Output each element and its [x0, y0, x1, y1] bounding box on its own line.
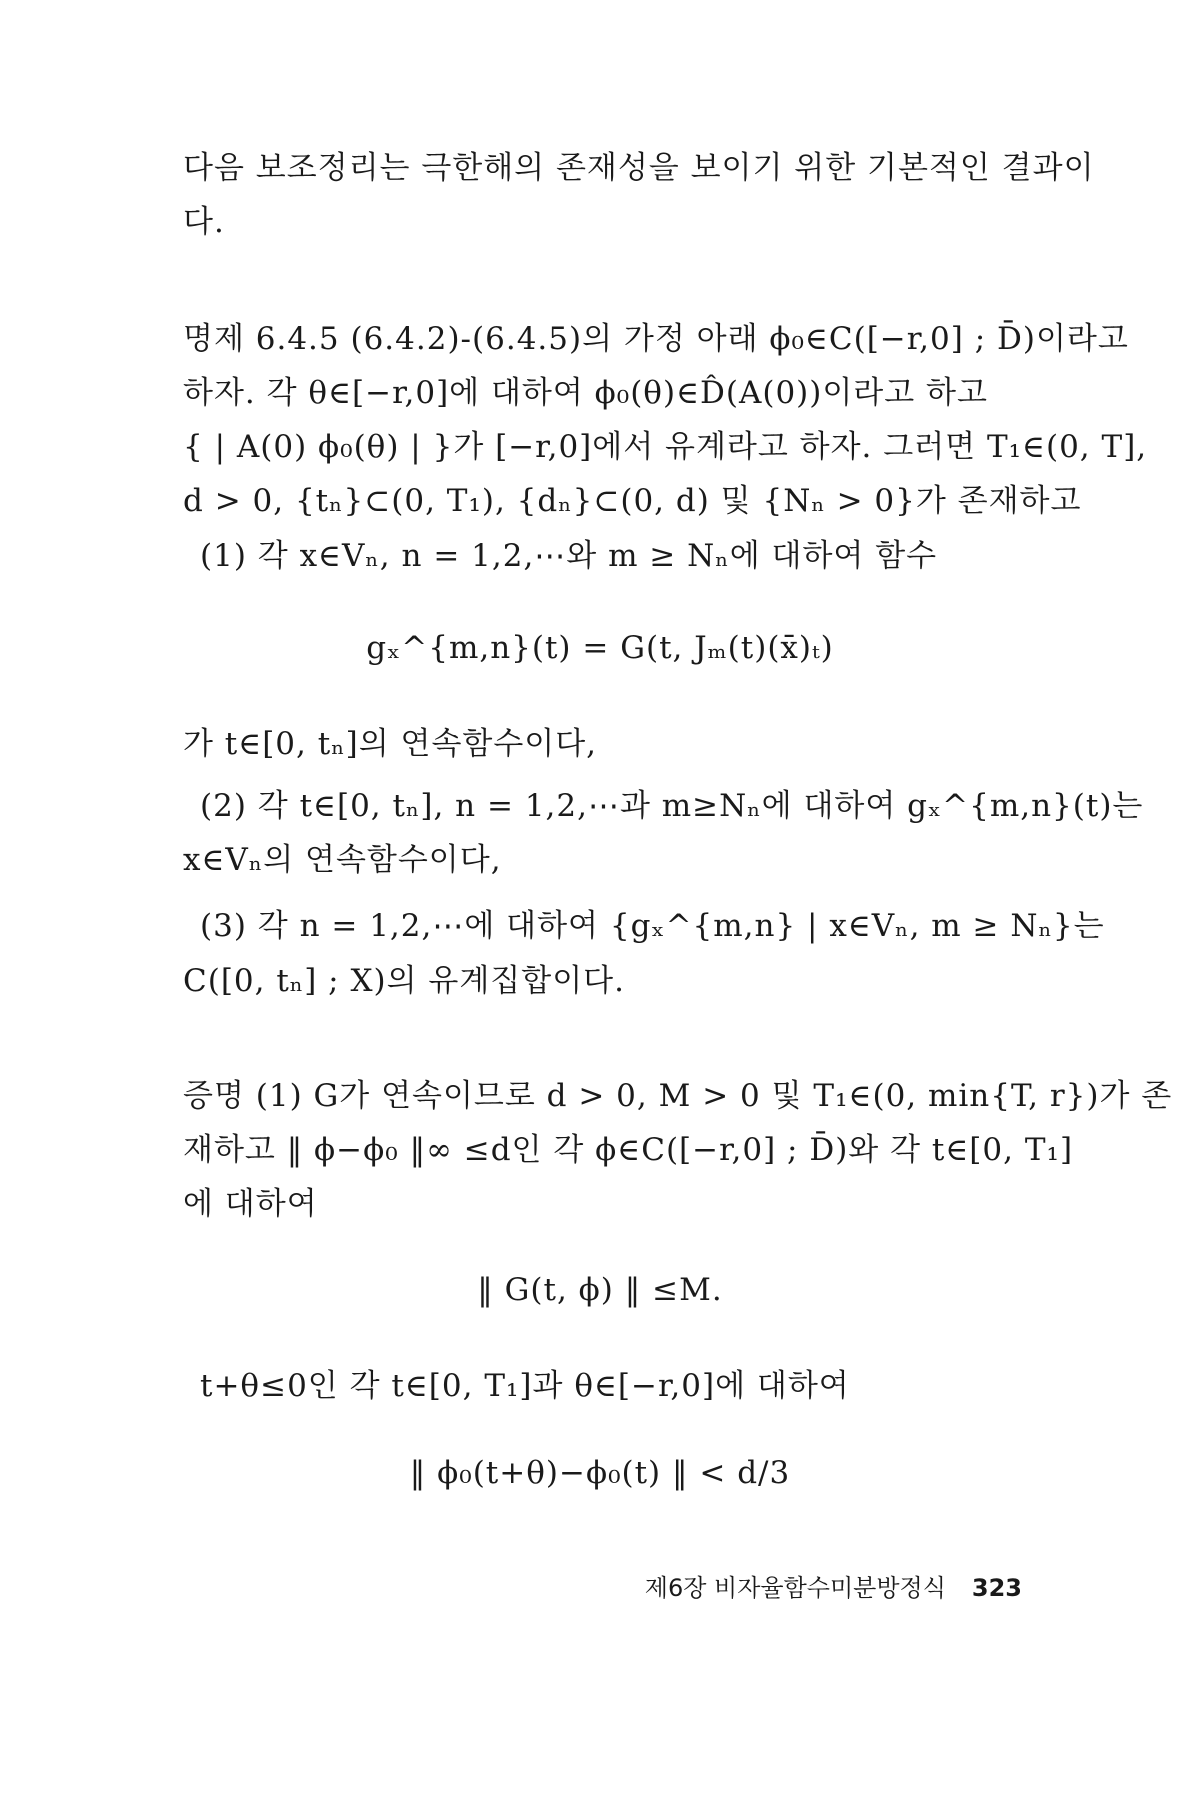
- page-footer: [645, 1568, 1022, 1603]
- item-2-line-1: (2) 각 t∈[0, tₙ], n = 1,2,⋯과 m≥Nₙ에 대하여 gₓ^{m,n}(t)는: [200, 788, 1144, 824]
- page-number: 323: [971, 1574, 1022, 1602]
- proof-line-1: 증명 (1) G가 연속이므로 d > 0, M > 0 및 T₁∈(0, min{T, r})가 존: [183, 1078, 1173, 1114]
- item-1-formula: gₓ^{m,n}(t) = G(t, Jₘ(t)(x̄)ₜ): [366, 630, 834, 666]
- item-2-line-2: x∈Vₙ의 연속함수이다,: [183, 842, 502, 878]
- proposition-line-3: { | A(0) ϕ₀(θ) | }가 [−r,0]에서 유계라고 하자. 그러면 T₁∈(0, T],: [183, 429, 1148, 465]
- proof-line-3: 에 대하여: [183, 1186, 318, 1222]
- proof-formula-2: ‖ ϕ₀(t+θ)−ϕ₀(t) ‖ < d/3: [409, 1455, 791, 1491]
- item-3-line-2: C([0, tₙ] ; X)의 유계집합이다.: [183, 963, 625, 999]
- proof-formula-1: ‖ G(t, ϕ) ‖ ≤M.: [477, 1272, 723, 1308]
- proposition-line-1: 명제 6.4.5 (6.4.2)-(6.4.5)의 가정 아래 ϕ₀∈C([−r,0] ; D̄)이라고: [183, 321, 1129, 357]
- chapter-title: 제6장 비자율함수미분방정식: [644, 1574, 946, 1602]
- proof-line-2: 재하고 ‖ ϕ−ϕ₀ ‖∞ ≤d인 각 ϕ∈C([−r,0] ; D̄)와 각 t∈[0, T₁]: [183, 1132, 1074, 1168]
- proposition-line-2: 하자. 각 θ∈[−r,0]에 대하여 ϕ₀(θ)∈D̂(A(0))이라고 하고: [183, 375, 988, 411]
- intro-line-2: 다.: [183, 204, 225, 240]
- item-1-line-2: 가 t∈[0, tₙ]의 연속함수이다,: [183, 726, 598, 762]
- proposition-line-4: d > 0, {tₙ}⊂(0, T₁), {dₙ}⊂(0, d) 및 {Nₙ > 0}가 존재하고: [183, 483, 1082, 519]
- intro-line-1: 다음 보조정리는 극한해의 존재성을 보이기 위한 기본적인 결과이: [183, 150, 1095, 186]
- item-3-line-1: (3) 각 n = 1,2,⋯에 대하여 {gₓ^{m,n} | x∈Vₙ, m ≥ Nₙ}는: [200, 908, 1105, 944]
- proof-line-4: t+θ≤0인 각 t∈[0, T₁]과 θ∈[−r,0]에 대하여: [200, 1368, 850, 1404]
- item-1-line-1: (1) 각 x∈Vₙ, n = 1,2,⋯와 m ≥ Nₙ에 대하여 함수: [200, 538, 938, 574]
